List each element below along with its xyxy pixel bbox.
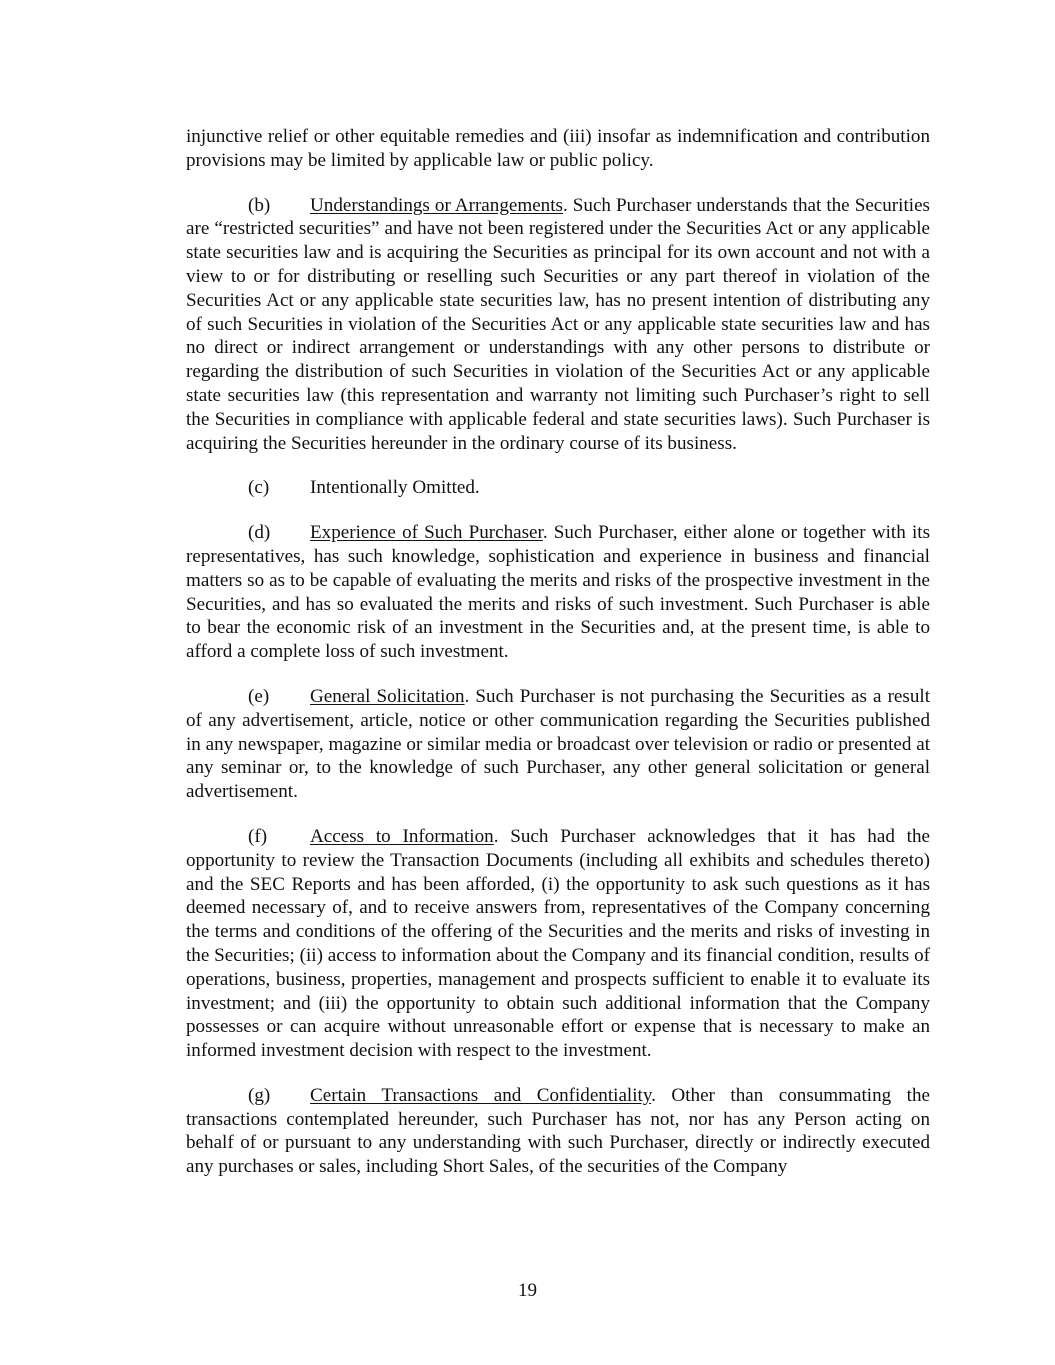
section-body: . Such Purchaser acknowledges that it has had the opportunity to review the Transaction Documents (including all exhibits and schedules thereto) and the SEC Reports and has been afforded, (i) the opportunity to ask such questions as it has deemed necessary of, and to receive answers from, representatives of the Company concerning the terms and conditions of the offering of the Securities and the merits and risks of investing in the Securities; (ii) access to information about the Company and its financial condition, results of operations, business, properties, management and prospects sufficient to enable it to evaluate its investment; and (iii) the opportunity to obtain such additional information that the Company possesses or can acquire without unreasonable effort or expense that is necessary to make an informed investment decision with respect to the investment. <box>186 825 930 1062</box>
section-heading: Access to Information <box>310 825 494 847</box>
section-heading: Experience of Such Purchaser <box>310 522 543 544</box>
section-body: . Such Purchaser understands that the Securities are “restricted securities” and have not been registered under the Securities Act or any applicable state securities law and is acquiring the Securities as principal for its own account and not with a view to or for distributing or reselling such Securities or any part thereof in violation of the Securities Act or any applicable state securities law, has no present intention of distributing any of such Securities in violation of the Securities Act or any applicable state securities law and has no direct or indirect arrangement or understandings with any other persons to distribute or regarding the distribution of such Securities in violation of the Securities Act or any applicable state securities law (this representation and warranty not limiting such Purchaser’s right to sell the Securities in compliance with applicable federal and state securities laws). Such Purchaser is acquiring the Securities hereunder in the ordinary course of its business. <box>186 194 930 454</box>
section-marker: (g) <box>248 1084 271 1106</box>
section-marker: (b) <box>248 194 271 216</box>
section-heading: Certain Transactions and Confidentiality <box>310 1084 652 1106</box>
page-number: 19 <box>517 1280 538 1301</box>
paragraph-c-omitted <box>186 476 930 500</box>
paragraph-g-transactions <box>186 1084 930 1179</box>
section-body: . Other than consummating the transactions contemplated hereunder, such Purchaser has not, nor has any Person acting on behalf of or pursuant to any understanding with such Purchaser, directly or indirectly executed any purchases or sales, including Short Sales, of the securities of the Company <box>186 1084 930 1178</box>
section-body: Intentionally Omitted. <box>310 477 480 499</box>
paragraph-continuation <box>186 125 930 173</box>
section-marker: (d) <box>248 522 271 544</box>
section-heading: General Solicitation <box>310 685 465 707</box>
section-marker: (f) <box>248 825 268 847</box>
document-body <box>186 125 930 1200</box>
section-body: . Such Purchaser, either alone or together with its representatives, has such knowledge, sophistication and experience in business and financial matters so as to be capable of evaluating the merits and risks of the prospective investment in the Securities, and has so evaluated the merits and risks of such investment. Such Purchaser is able to bear the economic risk of an investment in the Securities and, at the present time, is able to afford a complete loss of such investment. <box>186 522 931 663</box>
section-marker: (e) <box>248 685 270 707</box>
section-heading: Understandings or Arrangements <box>310 194 563 216</box>
paragraph-text: injunctive relief or other equitable remedies and (iii) insofar as indemnification and contribution provisions may be limited by applicable law or public policy. <box>186 126 930 171</box>
section-body: . Such Purchaser is not purchasing the Securities as a result of any advertisement, article, notice or other communication regarding the Securities published in any newspaper, magazine or similar media or broadcast over television or radio or presented at any seminar or, to the knowledge of such Purchaser, any other general solicitation or general advertisement. <box>186 685 930 803</box>
paragraph-e-solicitation <box>186 685 930 804</box>
paragraph-d-experience <box>186 521 930 664</box>
section-marker: (c) <box>248 477 270 499</box>
paragraph-b-understandings <box>186 194 930 456</box>
paragraph-f-access <box>186 825 930 1063</box>
